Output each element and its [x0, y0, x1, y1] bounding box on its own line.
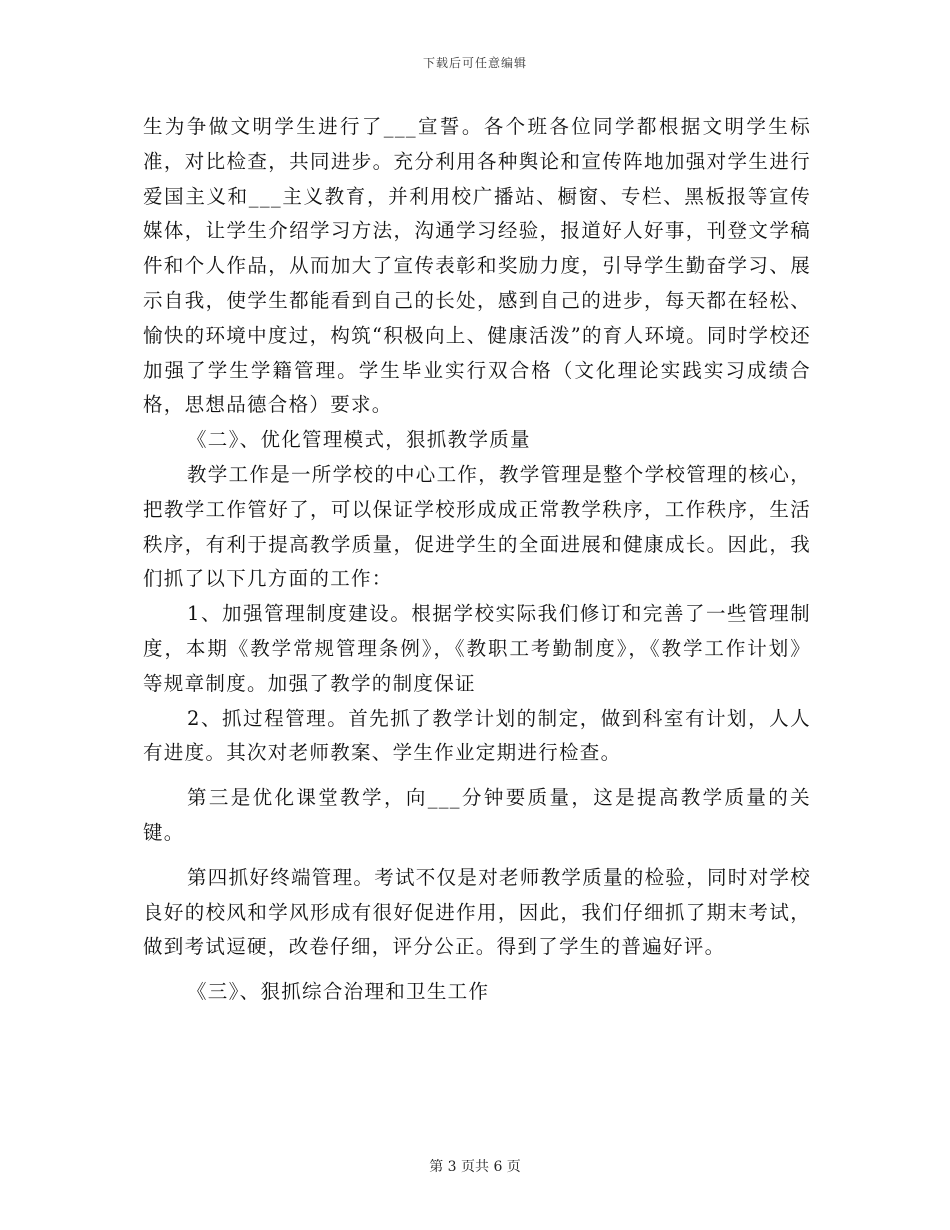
paragraph-teaching-intro: 教学工作是一所学校的中心工作，教学管理是整个学校管理的核心，把教学工作管好了，可以保证学校形成成正常教学秩序，工作秩序，生活秩序，有利于提高教学质量，促进学生的全面进展和健康成长。因此，我们抓了以下几方面的工作：: [143, 462, 812, 591]
document-body: [143, 110, 811, 1010]
paragraph-item-2: 2、抓过程管理。首先抓了教学计划的制定，做到科室有计划，人人有进度。其次对老师教案、学生作业定期进行检查。: [143, 706, 811, 765]
paragraph-item-1: 1、加强管理制度建设。根据学校实际我们修订和完善了一些管理制度，本期《教学常规管理条例》，《教职工考勤制度》，《教学工作计划》等规章制度。加强了教学的制度保证: [143, 602, 811, 695]
paragraph-item-3: 第三是优化课堂教学，向___分钟要质量，这是提高教学质量的关键。: [143, 786, 811, 844]
paragraph-item-4: 第四抓好终端管理。考试不仅是对老师教学质量的检验，同时对学校良好的校风和学风形成有很好促进作用，因此，我们仔细抓了期末考试，做到考试逗硬，改卷仔细，评分公正。得到了学生的普遍好评。: [143, 865, 812, 959]
paragraph-continuation: 生为争做文明学生进行了___宣誓。各个班各位同学都根据文明学生标准，对比检查，共同进步。充分利用各种舆论和宣传阵地加强对学生进行爱国主义和___主义教育，并利用校广播站、橱窗、专栏、黑板报等宣传媒体，让学生介绍学习方法，沟通学习经验，报道好人好事，刊登文学稿件和个人作品，从而加大了宣传表彰和奖励力度，引导学生勤奋学习、展示自我，使学生都能看到自己的长处，感到自己的进步，每天都在轻松、愉快的环境中度过，构筑“积极向上、健康活泼”的育人环境。同时学校还加强了学生学籍管理。学生毕业实行双合格（文化理论实践实习成绩合格，思想品德合格）要求。: [143, 115, 811, 417]
section-heading-2: 《二》、优化管理模式，狠抓教学质量: [187, 428, 531, 452]
section-heading-3: 《三》、狠抓综合治理和卫生工作: [187, 980, 490, 1004]
page-header: 下载后可任意编辑: [422, 56, 527, 70]
page-footer: 第 3 页共 6 页: [429, 1159, 521, 1175]
